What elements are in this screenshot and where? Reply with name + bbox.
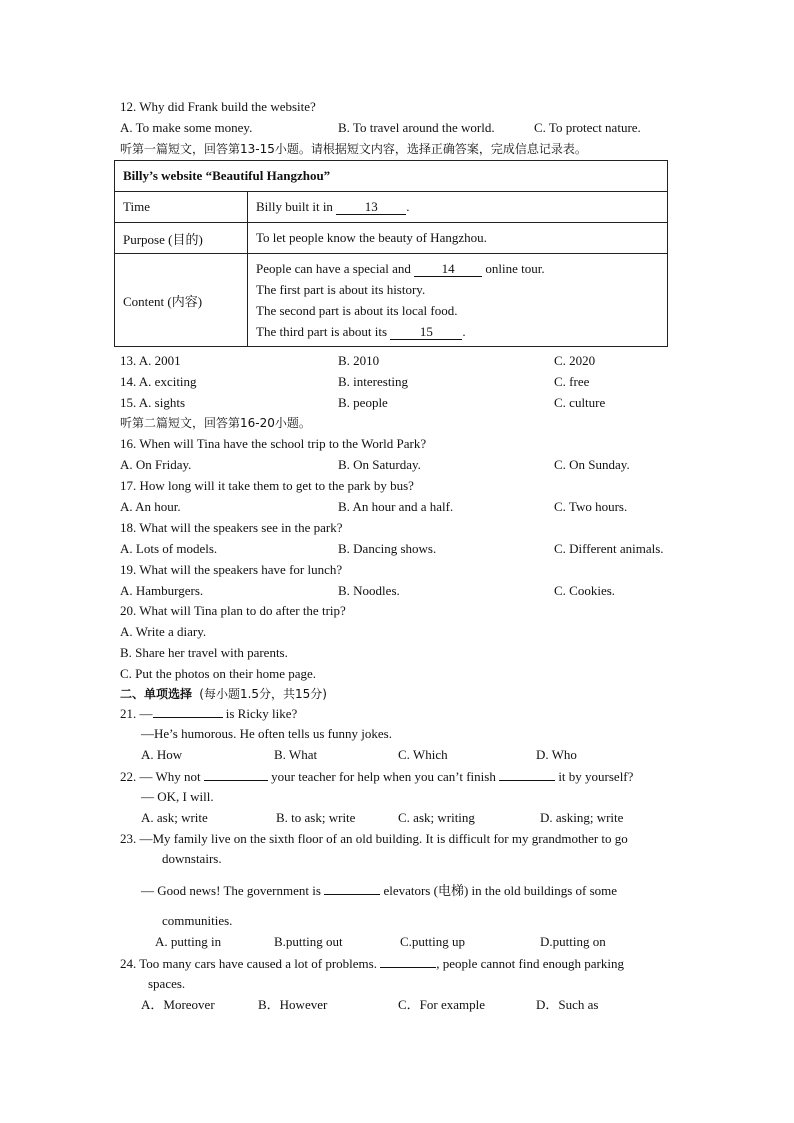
q21-option-b: B. What: [274, 747, 318, 762]
q18-stem: 18. What will the speakers see in the park?: [120, 520, 343, 535]
q24-line-1-pre: 24. Too many cars have caused a lot of problems.: [120, 956, 377, 971]
q14-option-a: 14. A. exciting: [120, 374, 197, 389]
blank-13: 13: [336, 200, 406, 215]
q12-option-b: B. To travel around the world.: [338, 120, 495, 135]
q19-option-c: C. Cookies.: [554, 583, 616, 598]
purpose-value: To let people know the beauty of Hangzhou.: [248, 223, 668, 254]
q23-line-2: downstairs.: [162, 851, 222, 866]
info-record-table: [114, 160, 668, 347]
q24-line-1: [120, 955, 624, 972]
q17-option-c: C. Two hours.: [554, 499, 628, 514]
q16-option-b: B. On Saturday.: [338, 457, 421, 472]
q20-stem: 20. What will Tina plan to do after the trip?: [120, 603, 346, 618]
content-label: Content (内容): [115, 254, 248, 347]
purpose-label-text: Purpose (目的): [123, 231, 203, 247]
q15-option-b: B. people: [338, 395, 388, 410]
q23-line-3-pre: — Good news! The government is: [141, 883, 321, 898]
content-line-3: The second part is about its local food.: [256, 303, 458, 318]
q21-blank: [153, 705, 223, 718]
q23-line-1: 23. —My family live on the sixth floor of an old building. It is difficult for my grandmother to go: [120, 831, 628, 846]
q21-option-d: D. Who: [536, 747, 577, 762]
q12-stem: 12. Why did Frank build the website?: [120, 99, 316, 114]
q22-mid: your teacher for help when you can’t finish: [271, 769, 496, 784]
q20-option-b: B. Share her travel with parents.: [120, 645, 288, 660]
q21-number: 21. —: [120, 706, 153, 721]
q21-text: is Ricky like?: [225, 706, 298, 721]
content-value: [248, 254, 668, 347]
q24-line-1-post: , people cannot find enough parking: [436, 956, 624, 971]
q16-option-a: A. On Friday.: [120, 457, 192, 472]
q19-stem: 19. What will the speakers have for lunch?: [120, 562, 343, 577]
q23-option-c: C.putting up: [400, 934, 466, 949]
content-line-4-pre: The third part is about its: [256, 324, 388, 339]
section2-title: 二、单项选择: [120, 687, 193, 701]
q22-stem: [120, 768, 633, 785]
q22-pre: 22. — Why not: [120, 769, 201, 784]
section2-heading: [120, 686, 327, 702]
q14-option-b: B. interesting: [338, 374, 409, 389]
q22-blank-1: [204, 768, 268, 781]
q23-blank: [324, 882, 380, 895]
blank-14: 14: [414, 262, 482, 277]
passage1-instruction: 听第一篇短文，回答第13-15小题。请根据短文内容，选择正确答案，完成信息记录表。: [120, 142, 587, 156]
q17-option-a: A. An hour.: [120, 499, 181, 514]
q21-answer: —He’s humorous. He often tells us funny jokes.: [141, 726, 392, 741]
content-line-1-pre: People can have a special and: [256, 261, 411, 276]
blank-15: 15: [390, 325, 462, 340]
time-value: [248, 192, 668, 223]
q22-blank-2: [499, 768, 555, 781]
q22-option-b: B. to ask; write: [276, 810, 356, 825]
q23-line-3-post: elevators (电梯) in the old buildings of some: [383, 883, 618, 898]
content-line-2: The first part is about its history.: [256, 282, 426, 297]
time-period: .: [406, 199, 410, 214]
purpose-label: [115, 223, 248, 254]
passage2-instruction: 听第二篇短文，回答第16-20小题。: [120, 416, 311, 430]
q24-option-d: D．Such as: [536, 997, 599, 1012]
q14-option-c: C. free: [554, 374, 590, 389]
q13-option-b: B. 2010: [338, 353, 380, 368]
time-text: Billy built it in: [256, 199, 333, 214]
q22-option-a: A. ask; write: [141, 810, 208, 825]
q18-option-a: A. Lots of models.: [120, 541, 218, 556]
q17-option-b: B. An hour and a half.: [338, 499, 454, 514]
q17-stem: 17. How long will it take them to get to the park by bus?: [120, 478, 414, 493]
q24-option-a: A．Moreover: [141, 997, 215, 1012]
q19-option-b: B. Noodles.: [338, 583, 400, 598]
q15-option-c: C. culture: [554, 395, 606, 410]
q12-option-c: C. To protect nature.: [534, 120, 641, 135]
q20-option-a: A. Write a diary.: [120, 624, 207, 639]
q23-option-d: D.putting on: [540, 934, 606, 949]
q15-option-a: 15. A. sights: [120, 395, 186, 410]
content-line-4: [256, 321, 659, 342]
q21-option-a: A. How: [141, 747, 183, 762]
content-line-1-post: online tour.: [485, 261, 545, 276]
q24-line-2: spaces.: [148, 976, 186, 991]
content-line-1: [256, 258, 659, 279]
q18-option-b: B. Dancing shows.: [338, 541, 437, 556]
q24-option-c: C．For example: [398, 997, 486, 1012]
q22-answer: — OK, I will.: [141, 789, 214, 804]
q16-option-c: C. On Sunday.: [554, 457, 630, 472]
content-line-4-post: .: [462, 324, 466, 339]
q22-option-d: D. asking; write: [540, 810, 624, 825]
q21-option-c: C. Which: [398, 747, 448, 762]
q21-stem: [120, 705, 297, 722]
table-title: Billy’s website “Beautiful Hangzhou”: [115, 161, 668, 192]
q18-option-c: C. Different animals.: [554, 541, 664, 556]
q13-option-a: 13. A. 2001: [120, 353, 181, 368]
q22-post: it by yourself?: [558, 769, 634, 784]
q20-option-c: C. Put the photos on their home page.: [120, 666, 317, 681]
q16-stem: 16. When will Tina have the school trip to the World Park?: [120, 436, 427, 451]
q24-option-b: B．However: [258, 997, 328, 1012]
q22-option-c: C. ask; writing: [398, 810, 475, 825]
time-label: Time: [115, 192, 248, 223]
q23-line-3: [141, 882, 617, 899]
q23-option-a: A. putting in: [155, 934, 222, 949]
q12-option-a: A. To make some money.: [120, 120, 253, 135]
section2-note: (每小题1.5分，共15分): [199, 687, 327, 701]
q13-option-c: C. 2020: [554, 353, 596, 368]
q24-blank: [380, 955, 436, 968]
q23-option-b: B.putting out: [274, 934, 343, 949]
q19-option-a: A. Hamburgers.: [120, 583, 204, 598]
q23-line-4: communities.: [162, 913, 233, 928]
